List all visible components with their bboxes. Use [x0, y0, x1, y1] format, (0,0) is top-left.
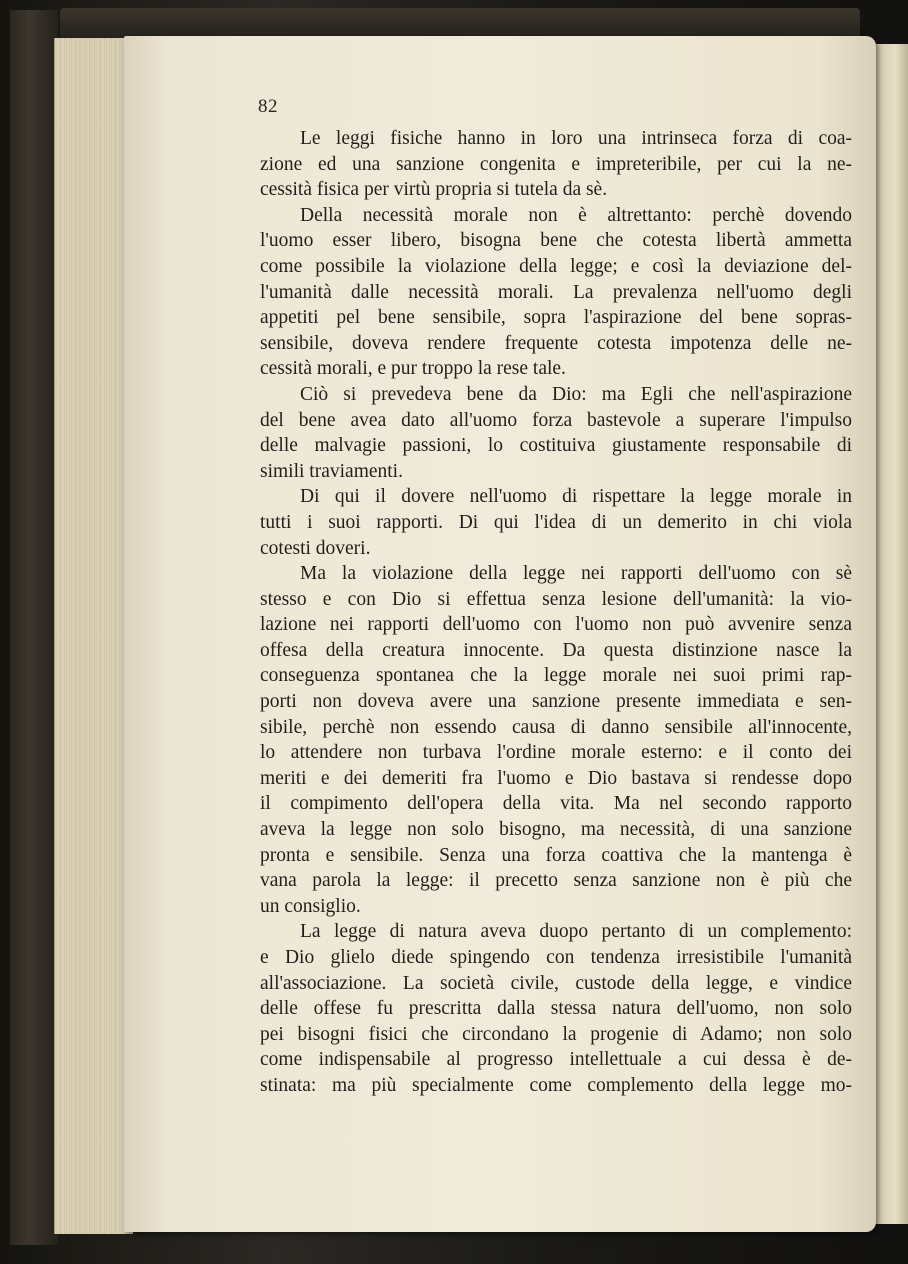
- text-line: il compimento dell'opera della vita. Ma nel secondo rapporto: [260, 793, 852, 815]
- text-line: sensibile, doveva rendere frequente cotesta impotenza delle ne-: [260, 332, 852, 354]
- text-line: zione ed una sanzione congenita e impreteribile, per cui la ne-: [260, 153, 852, 175]
- text-line: meriti e dei demeriti fra l'uomo e Dio bastava si rendesse dopo: [260, 767, 852, 789]
- text-line: Ma la violazione della legge nei rapporti dell'uomo con sè: [300, 563, 852, 585]
- text-line: conseguenza spontanea che la legge morale nei suoi primi rap-: [260, 665, 852, 687]
- page-stack-edge: [54, 38, 133, 1234]
- text-line: lo attendere non turbava l'ordine morale esterno: e il conto dei: [260, 742, 852, 764]
- text-line: Della necessità morale non è altrettanto: perchè dovendo: [300, 204, 852, 226]
- text-line: del bene avea dato all'uomo forza bastevole a superare l'impulso: [260, 409, 852, 431]
- text-line: pei bisogni fisici che circondano la progenie di Adamo; non solo: [260, 1023, 852, 1045]
- text-line: un consiglio.: [260, 895, 361, 917]
- text-line: Ciò si prevedeva bene da Dio: ma Egli che nell'aspirazione: [300, 383, 852, 405]
- text-line: porti non doveva avere una sanzione presente immediata e sen-: [260, 691, 852, 713]
- facing-page-edge: [876, 44, 908, 1224]
- text-line: lazione nei rapporti dell'uomo con l'uomo non può avvenire senza: [260, 614, 852, 636]
- text-line: aveva la legge non solo bisogno, ma necessità, di una sanzione: [260, 819, 852, 841]
- text-line: cotesti doveri.: [260, 537, 371, 559]
- text-line: come possibile la violazione della legge; e così la deviazione del-: [260, 255, 852, 277]
- text-line: Le leggi fisiche hanno in loro una intrinseca forza di coa-: [300, 128, 852, 149]
- text-line: come indispensabile al progresso intellettuale a cui dessa è de-: [260, 1049, 852, 1071]
- body-text: [260, 126, 852, 1099]
- text-line: sibile, perchè non essendo causa di danno sensibile all'innocente,: [260, 716, 852, 738]
- text-line: Di qui il dovere nell'uomo di rispettare la legge morale in: [300, 486, 852, 508]
- page-number: 82: [258, 96, 278, 117]
- text-line: cessità morali, e pur troppo la rese tale.: [260, 358, 566, 380]
- text-line: l'umanità dalle necessità morali. La prevalenza nell'uomo degli: [260, 281, 852, 303]
- text-line: e Dio glielo diede spingendo con tendenza irresistibile l'umanità: [260, 947, 852, 968]
- text-line: cessità fisica per virtù propria si tutela da sè.: [260, 179, 608, 201]
- text-line: all'associazione. La società civile, custode della legge, e vindice: [260, 972, 852, 994]
- text-line: vana parola la legge: il precetto senza sanzione non è più che: [260, 870, 852, 892]
- text-line: pronta e sensibile. Senza una forza coattiva che la mantenga è: [260, 844, 852, 866]
- book-spine: [10, 10, 58, 1245]
- text-line: simili traviamenti.: [260, 460, 403, 482]
- text-line: l'uomo esser libero, bisogna bene che cotesta libertà ammetta: [260, 230, 852, 252]
- text-line: La legge di natura aveva duopo pertanto di un complemento:: [300, 921, 852, 943]
- text-line: stinata: ma più specialmente come complemento della legge mo-: [260, 1074, 852, 1096]
- text-line: delle malvagie passioni, lo costituiva giustamente responsabile di: [260, 435, 852, 457]
- text-line: stesso e con Dio si effettua senza lesione dell'umanità: la vio-: [260, 588, 852, 610]
- text-line: appetiti pel bene sensibile, sopra l'aspirazione del bene sopras-: [260, 307, 852, 329]
- text-line: delle offese fu prescritta dalla stessa natura dell'uomo, non solo: [260, 998, 852, 1020]
- text-line: offesa della creatura innocente. Da questa distinzione nasce la: [260, 639, 852, 661]
- text-line: tutti i suoi rapporti. Di qui l'idea di un demerito in chi viola: [260, 511, 852, 533]
